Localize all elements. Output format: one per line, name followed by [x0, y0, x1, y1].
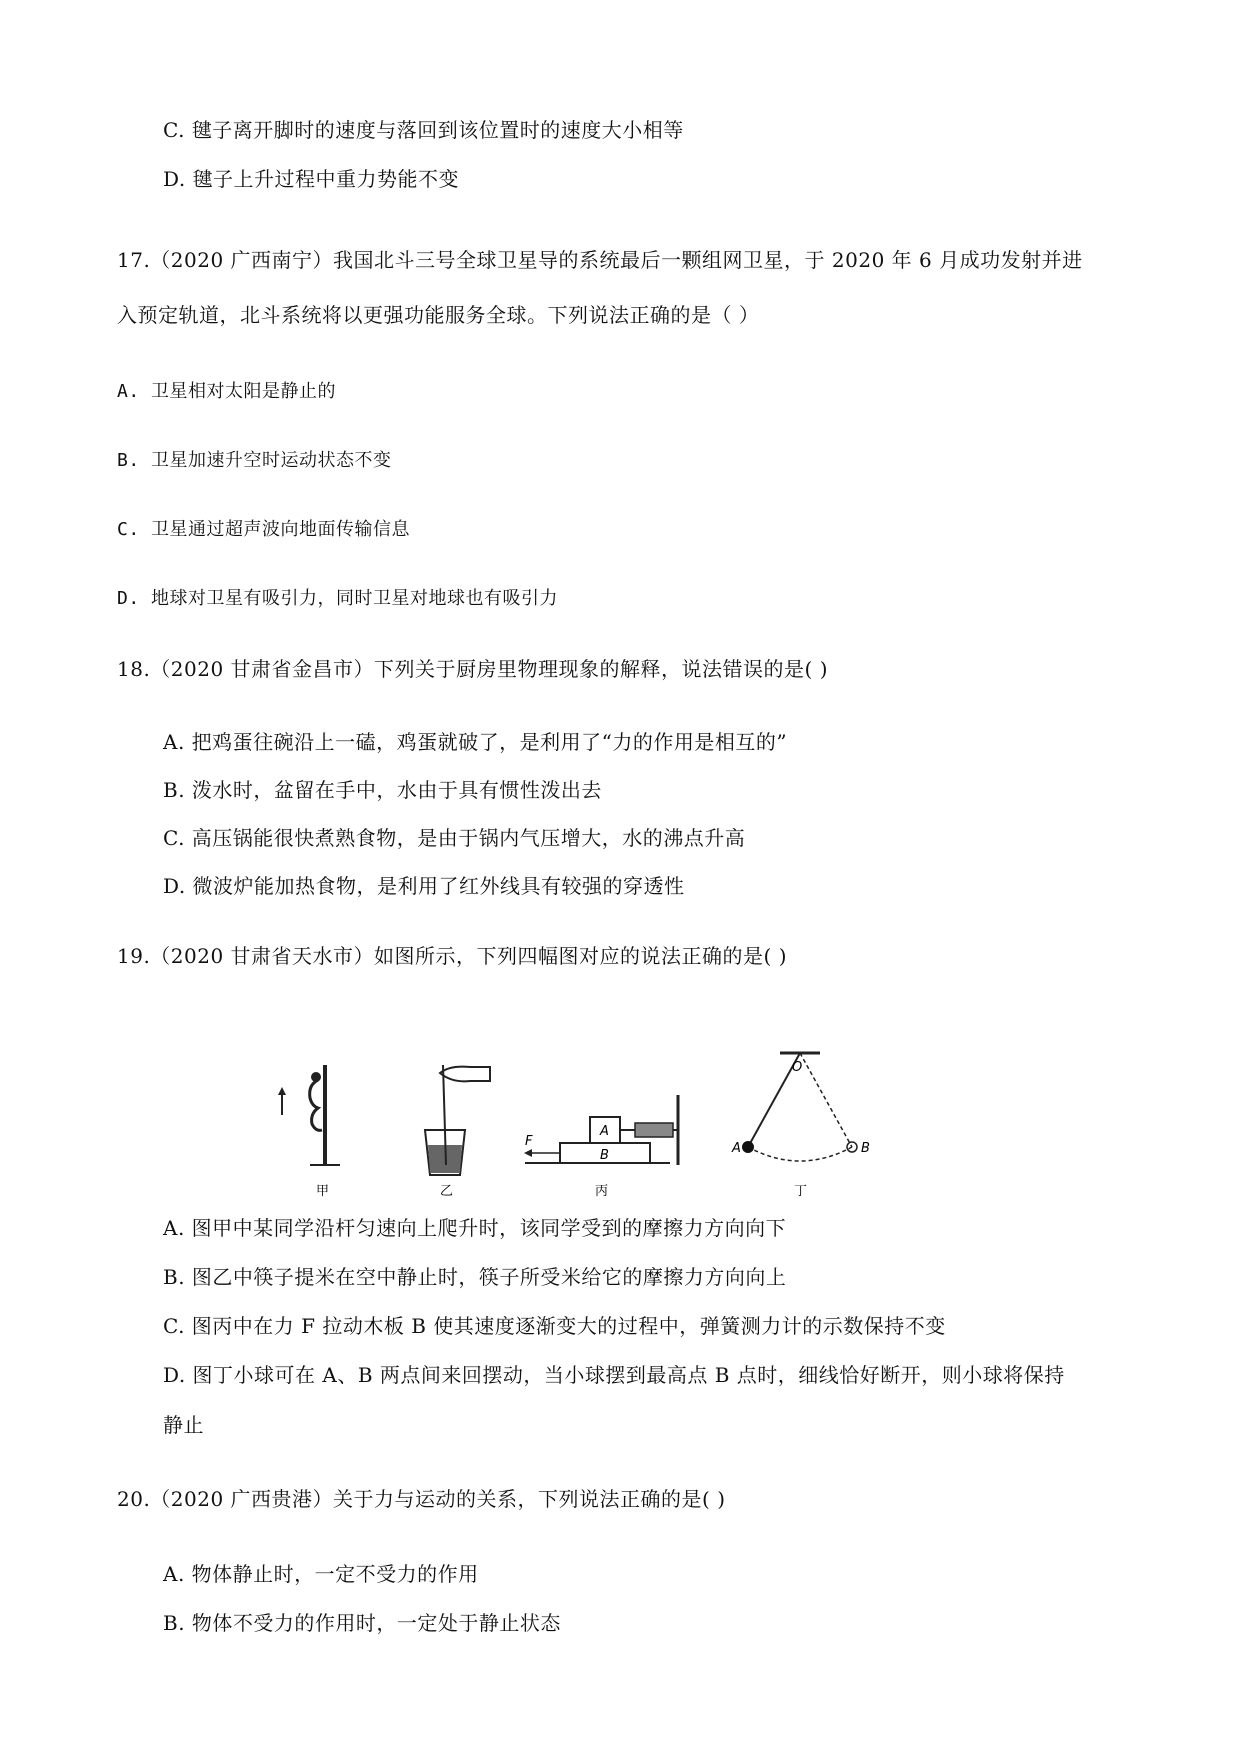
q17-option-b: B. 卫星加速升空时运动状态不变 — [117, 450, 392, 471]
q19-stem: 19.（2020 甘肃省天水市）如图所示，下列四幅图对应的说法正确的是( ) — [117, 944, 788, 968]
label-f: F — [525, 1134, 533, 1149]
q18-option-c: C. 高压锅能很快煮熟食物，是由于锅内气压增大，水的沸点升高 — [163, 826, 746, 850]
caption-yi: 乙 — [440, 1184, 454, 1199]
caption-jia: 甲 — [316, 1184, 330, 1199]
q19-option-b: B. 图乙中筷子提米在空中静止时，筷子所受米给它的摩擦力方向向上 — [163, 1265, 787, 1289]
q20-option-b: B. 物体不受力的作用时，一定处于静止状态 — [163, 1611, 561, 1635]
q19-option-d-line1: D. 图丁小球可在 A、B 两点间来回摆动，当小球摆到最高点 B 点时，细线恰好断开，则小球将保持 — [163, 1363, 1065, 1387]
figure-ding — [731, 1053, 870, 1199]
q16-option-c: C. 毽子离开脚时的速度与落回到该位置时的速度大小相等 — [163, 118, 684, 142]
q16-option-d: D. 毽子上升过程中重力势能不变 — [163, 167, 460, 191]
q18-option-a: A. 把鸡蛋往碗沿上一磕，鸡蛋就破了，是利用了“力的作用是相互的” — [163, 730, 788, 754]
q19-option-a: A. 图甲中某同学沿杆匀速向上爬升时，该同学受到的摩擦力方向向下 — [163, 1216, 787, 1240]
label-pa: A — [732, 1141, 741, 1156]
figure-jia — [278, 1065, 340, 1199]
label-pb: B — [861, 1141, 870, 1156]
label-b: B — [600, 1148, 609, 1163]
q19-figure — [270, 1045, 990, 1205]
q19-option-d-line2: 静止 — [163, 1413, 204, 1437]
q18-stem: 18.（2020 甘肃省金昌市）下列关于厨房里物理现象的解释，说法错误的是( ) — [117, 657, 829, 681]
q17-option-d: D. 地球对卫星有吸引力，同时卫星对地球也有吸引力 — [117, 588, 559, 609]
q19-option-c: C. 图丙中在力 F 拉动木板 B 使其速度逐渐变大的过程中，弹簧测力计的示数保持不变 — [163, 1314, 946, 1338]
label-o: O — [792, 1060, 803, 1075]
q18-option-d: D. 微波炉能加热食物，是利用了红外线具有较强的穿透性 — [163, 874, 685, 898]
figure-bing — [524, 1095, 678, 1199]
caption-ding: 丁 — [794, 1184, 808, 1199]
q17-stem-line2: 入预定轨道，北斗系统将以更强功能服务全球。下列说法正确的是（ ） — [117, 303, 760, 327]
q18-option-b: B. 泼水时，盆留在手中，水由于具有惯性泼出去 — [163, 778, 602, 802]
figure-yi — [425, 1065, 490, 1199]
label-a: A — [600, 1124, 609, 1139]
q17-option-a: A. 卫星相对太阳是静止的 — [117, 381, 337, 402]
q17-stem-line1: 17.（2020 广西南宁）我国北斗三号全球卫星导的系统最后一颗组网卫星，于 2020 年 6 月成功发射并进 — [117, 248, 1083, 272]
q20-option-a: A. 物体静止时，一定不受力的作用 — [163, 1562, 479, 1586]
caption-bing: 丙 — [595, 1184, 609, 1199]
q17-option-c: C. 卫星通过超声波向地面传输信息 — [117, 519, 411, 540]
q20-stem: 20.（2020 广西贵港）关于力与运动的关系，下列说法正确的是( ) — [117, 1487, 726, 1511]
